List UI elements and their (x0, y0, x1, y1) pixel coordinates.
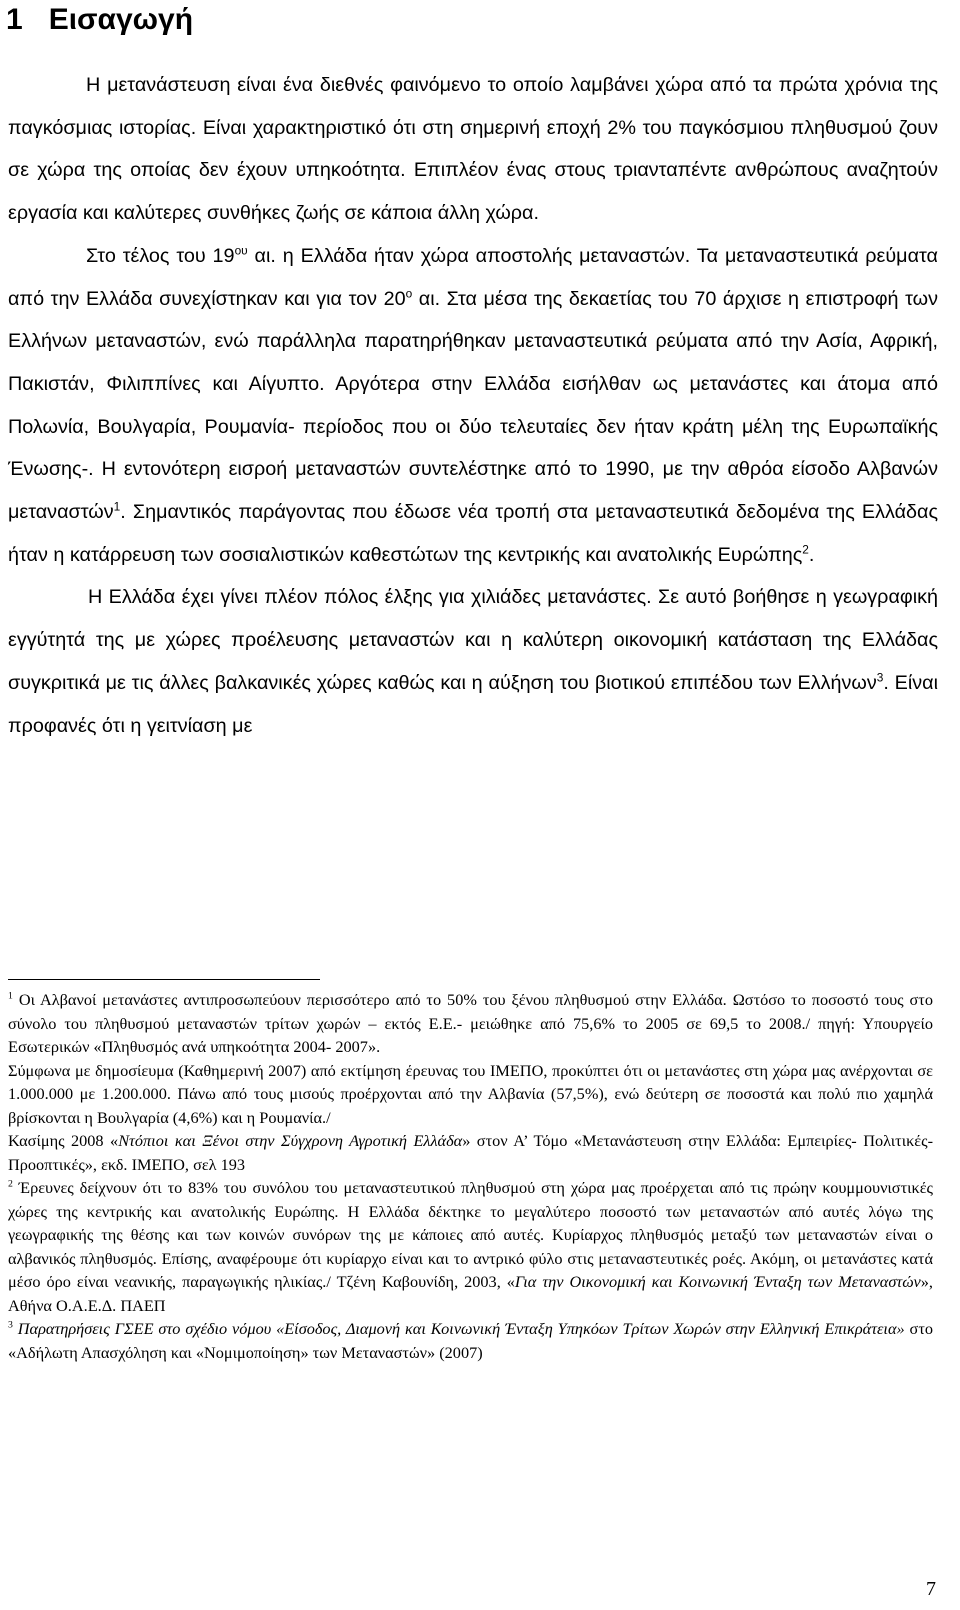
footnote-ref[interactable]: 3 (876, 670, 884, 685)
footnote-separator (8, 979, 320, 980)
body-text (8, 64, 938, 747)
footnote-text: Οι Αλβανοί μετανάστες αντιπροσωπεύουν περισσότερο από το 50% του ξένου πληθυσμού στην Ελλάδα. Ωστόσο το ποσοστό τους στο σύνολο του πληθυσμού μεταναστών τρίτων χωρών – εκτός Ε.Ε.- μειώθηκε από 75,6% το 2005 σε 69,5 το 2008./ πηγή: Υπουργείο Εσωτερικών «Πληθυσμός ανά υπηκοότητα 2004- 2007». (8, 990, 933, 1056)
footnote-ref[interactable]: 2 (802, 542, 809, 557)
footnotes (8, 988, 933, 1364)
paragraph-2 (8, 235, 938, 577)
footnote-1 (8, 988, 933, 1059)
footnote-text: Σύμφωνα με δημοσίευμα (Καθημερινή 2007) από εκτίμηση έρευνας του ΙΜΕΠΟ, προκύπτει ότι οι μετανάστες στη χώρα μας ανέρχονται σε 1.000.000 με 1.200.000. Πάνω από τους μισούς προέρχονται από την Αλβανία (57,5%), ενώ δεύτερη σε ποσοστά και πολύ πιο χαμηλά βρίσκονται η Βουλγαρία (4,6%) και η Ρουμανία./ (8, 1060, 933, 1127)
section-number: 1 (6, 3, 23, 36)
footnote-italic: Παρατηρήσεις ΓΣΕΕ στο σχέδιο νόμου «Είσοδος, Διαμονή και Κοινωνική Ένταξη Υπηκόων Τρίτων Χωρών στην Ελληνική Επικράτεια» (12, 1319, 905, 1338)
section-heading (6, 0, 193, 40)
paragraph-1 (8, 64, 938, 235)
footnote-1-continued (8, 1059, 933, 1130)
paragraph-2-text: . (808, 543, 815, 566)
paragraph-3 (8, 576, 938, 747)
footnote-mark: 1 (8, 990, 13, 1002)
paragraph-2-text: . Σημαντικός παράγοντας που έδωσε νέα τροπή στα μεταναστευτικά δεδομένα της Ελλάδας ήταν η κατάρρευση των σοσιαλιστικών καθεστώτων της κεντρικής και ανατολικής Ευρώπης (8, 501, 938, 566)
footnote-2 (8, 1176, 933, 1317)
footnote-text: » στον Α’ Τόμο «Μετανάστευση στην Ελλάδα: Εμπειρίες- Πολιτικές- Προοπτικές», εκδ. ΙΜΕΠΟ, σελ 193 (8, 1131, 934, 1174)
superscript: ου (234, 243, 248, 258)
paragraph-2-text: Στο τέλος του 19 (86, 244, 235, 267)
footnote-3 (8, 1317, 933, 1364)
paragraph-2-text: αι. η Ελλάδα ήταν χώρα αποστολής μεταναστών. Τα μεταναστευτικά ρεύματα από την Ελλάδα συνεχίστηκαν και για τον 20 (8, 244, 938, 310)
footnote-text: Κασίμης 2008 « (8, 1131, 119, 1150)
footnote-italic: Ντόπιοι και Ξένοι στην Σύγχρονη Αγροτική Ελλάδα (118, 1131, 463, 1150)
footnote-italic: Για την Οικονομική και Κοινωνική Ένταξη των Μεταναστών (514, 1272, 921, 1291)
section-title: Εισαγωγή (48, 3, 194, 36)
footnote-mark: 3 (8, 1319, 13, 1331)
paragraph-3-text: . Είναι προφανές ότι η γειτνίαση με (8, 671, 938, 737)
footnote-text: », Αθήνα Ο.Α.Ε.Δ. ΠΑΕΠ (8, 1272, 933, 1315)
footnote-1-citation (8, 1129, 933, 1176)
paragraph-3-text: Η Ελλάδα έχει γίνει πλέον πόλος έλξης για χιλιάδες μετανάστες. Σε αυτό βοήθησε η γεωγραφική εγγύτητά της με χώρες προέλευσης μεταναστών και η καλύτερη οικονομική κατάσταση της Ελλάδας συγκριτικά με τις άλλες βαλκανικές χώρες καθώς και η αύξηση του βιοτικού επιπέδου των Ελλήνων (8, 586, 938, 694)
paragraph-1-text: Η μετανάστευση είναι ένα διεθνές φαινόμενο το οποίο λαμβάνει χώρα από τα πρώτα χρόνια της παγκόσμιας ιστορίας. Είναι χαρακτηριστικό ότι στη σημερινή εποχή 2% του παγκόσμιου πληθυσμού ζουν σε χώρα της οποίας δεν έχουν υπηκοότητα. Επιπλέον ένας στους τριανταπέντε ανθρώπους αναζητούν εργασία και καλύτερες συνθήκες ζωής σε κάποια άλλη χώρα. (8, 74, 938, 225)
footnote-ref[interactable]: 1 (113, 499, 121, 514)
page-number: 7 (926, 1578, 936, 1600)
footnote-text: Έρευνες δείχνουν ότι το 83% του συνόλου του μεταναστευτικού πληθυσμού στη χώρα μας προέρχεται από τις πρώην κουμμουνιστικές χώρες της κεντρικής και ανατολικής Ευρώπης. Η Ελλάδα δέκτηκε το μεγαλύτερο ποσοστό των μεταναστών από αυτές λόγω της γεωγραφικής της θέσης και των κοινών συνόρων της με κάποιες από αυτές. Κυρίαρχος πληθυσμός μεταξύ των μεταναστών είναι ο αλβανικός πληθυσμός. Επίσης, αναφέρουμε ότι κυρίαρχο είναι και το αντρικό φύλο στις μεταναστευτικές ροές. Ακόμη, οι μετανάστες κατά μέσο όρο είναι νεανικής, παραγωγικής ηλικίας./ Τζένη Καβουνίδη, 2003, « (8, 1178, 933, 1291)
footnote-text: στο «Αδήλωτη Απασχόληση και «Νομιμοποίηση» των Μεταναστών» (2007) (8, 1319, 934, 1362)
footnote-mark: 2 (8, 1178, 13, 1190)
superscript: ο (405, 285, 413, 300)
paragraph-2-text: αι. Στα μέσα της δεκαετίας του 70 άρχισε η επιστροφή των Ελλήνων μεταναστών, ενώ παράλληλα παρατηρήθηκαν μεταναστευτικά ρεύματα από την Ασία, Αφρική, Πακιστάν, Φιλιππίνες και Αίγυπτο. Αργότερα στην Ελλάδα εισήλθαν ως μετανάστες και άτομα από Πολωνία, Βουλγαρία, Ρουμανία- περίοδος που οι δύο τελευταίες δεν ήταν κράτη μέλη της Ευρωπαϊκής Ένωσης-. Η εντονότερη εισροή μεταναστών συντελέστηκε από το 1990, με την αθρόα είσοδο Αλβανών μεταναστών (8, 287, 938, 524)
